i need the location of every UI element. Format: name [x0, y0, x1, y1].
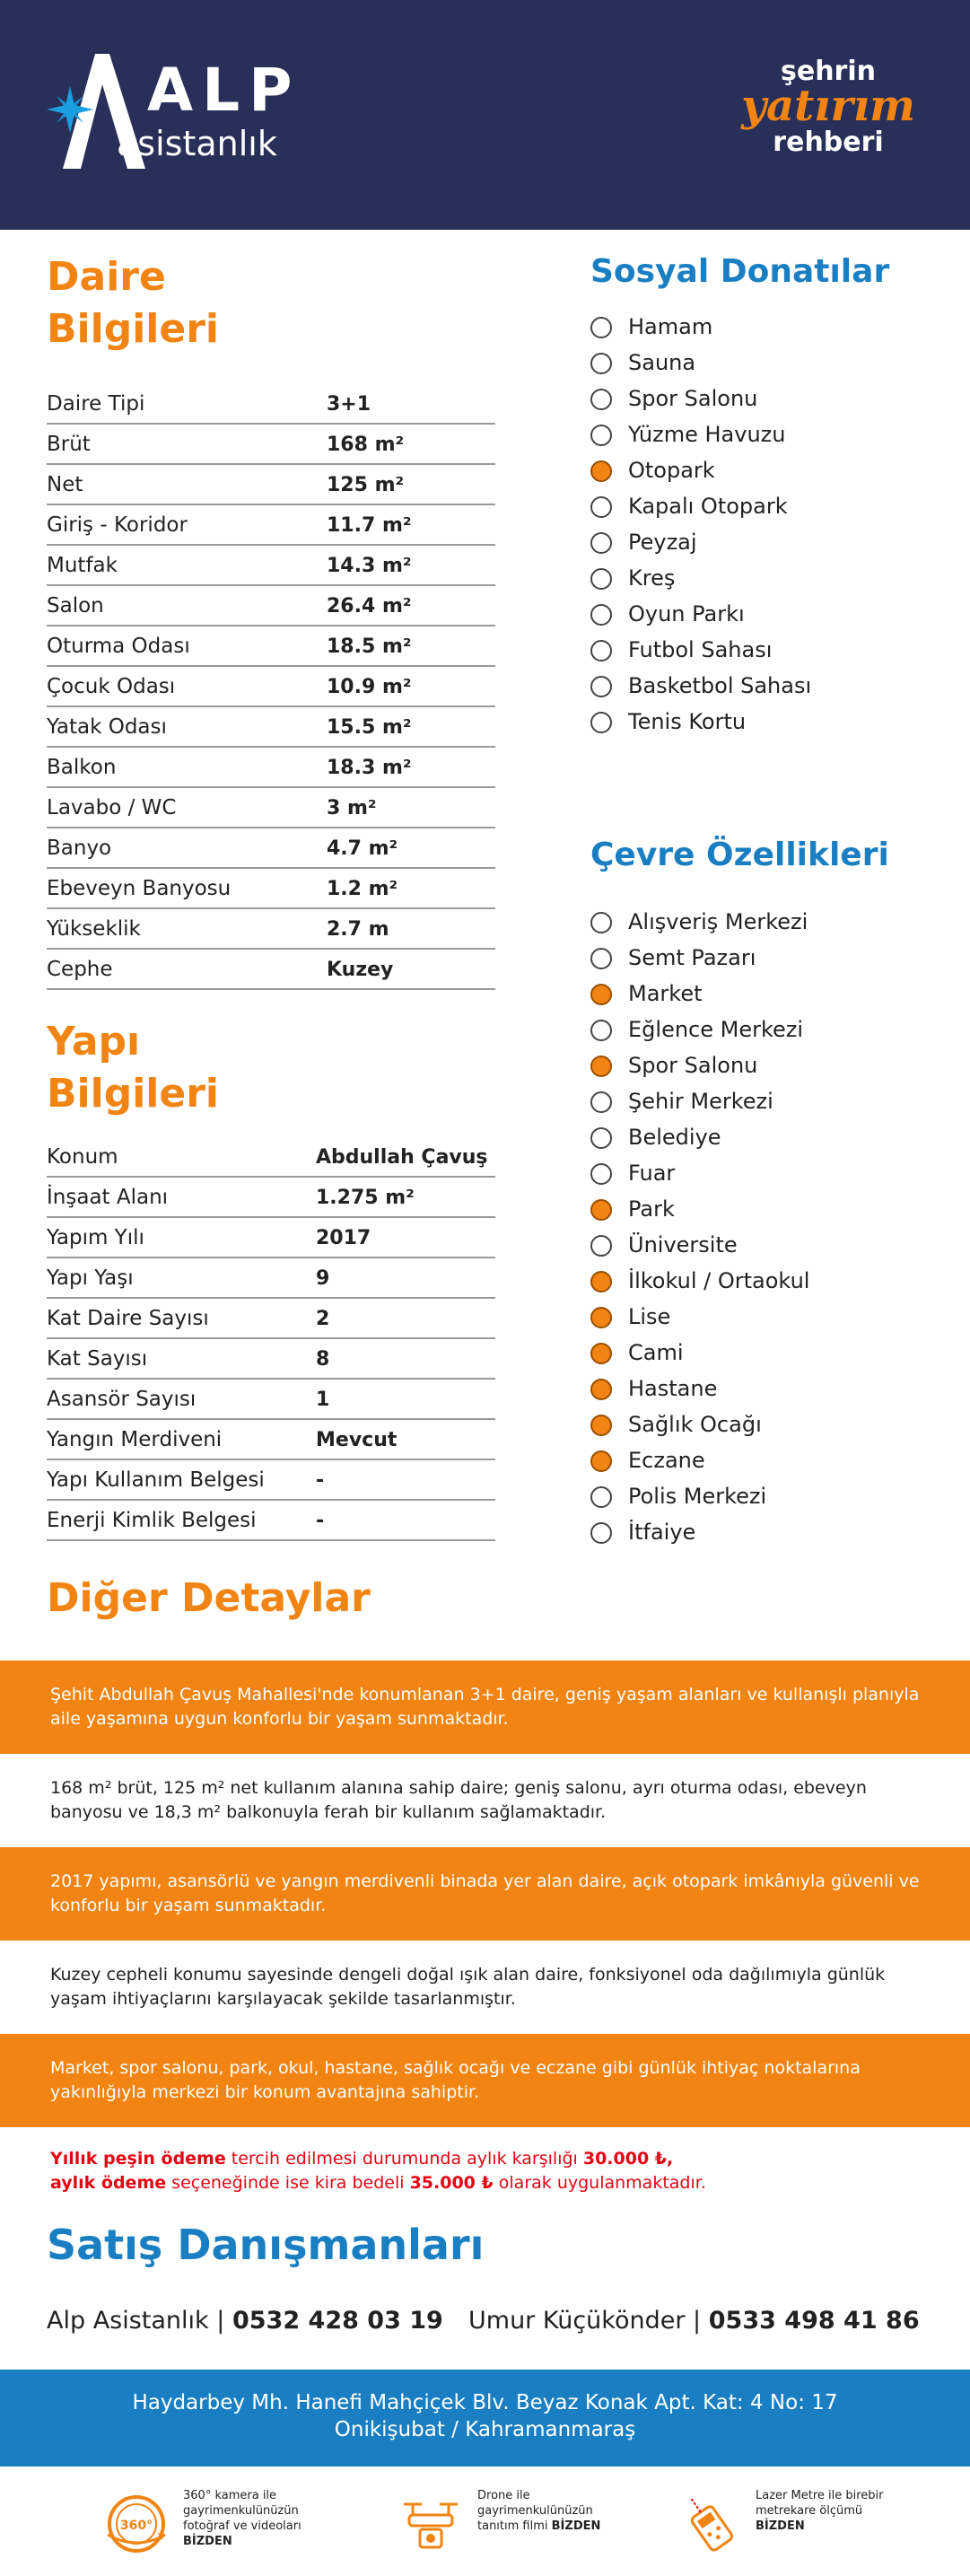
daire-spec-label: Yatak Odası	[47, 715, 167, 739]
yapi-spec-value: 8	[316, 1348, 330, 1371]
consultant-1	[47, 2307, 443, 2335]
daire-spec-label: Oturma Odası	[47, 635, 190, 658]
consultant-1-phone[interactable]: 0532 428 03 19	[232, 2307, 443, 2335]
cevre-label: Cami	[628, 1340, 684, 1365]
separator: |	[693, 2307, 702, 2335]
cevre-item	[590, 941, 949, 977]
empty-circle-icon	[590, 1522, 612, 1544]
cevre-label: Belediye	[628, 1125, 721, 1150]
empty-circle-icon	[590, 1020, 612, 1041]
daire-spec-label: Daire Tipi	[47, 392, 145, 416]
detail-text-4: Kuzey cepheli konumu sayesinde dengeli doğal ışık alan daire, fonksiyonel oda dağılımıyla günlük yaşam ihtiyaçlarını karşılayacak şekilde tasarlanmıştır.	[50, 1965, 886, 2009]
cevre-label: Eczane	[628, 1448, 705, 1473]
sosyal-item	[590, 597, 949, 633]
cevre-list	[590, 905, 949, 1551]
yapi-spec-row	[47, 1460, 495, 1501]
daire-spec-row	[47, 586, 495, 626]
cevre-label: Market	[628, 981, 703, 1006]
yapi-spec-label: Yapı Kullanım Belgesi	[47, 1468, 265, 1492]
feature-drone-desc: Drone ile gayrimenkulünüzün tanıtım filmi	[477, 2489, 593, 2533]
daire-spec-label: Çocuk Odası	[47, 675, 176, 698]
cevre-item	[590, 1084, 949, 1120]
feature-360	[100, 2479, 352, 2569]
consultant-2-phone[interactable]: 0533 498 41 86	[708, 2307, 920, 2335]
cevre-title: Çevre Özellikleri	[590, 837, 889, 873]
note-text-3: olarak uygulanmaktadır.	[493, 2173, 706, 2193]
diger-title: Diğer Detaylar	[47, 1575, 371, 1621]
daire-spec-row	[47, 626, 495, 667]
yapi-spec-value: 2017	[316, 1227, 371, 1249]
cevre-item	[590, 1120, 949, 1156]
daire-spec-value: 1.2 m²	[327, 878, 398, 900]
yapi-spec-row	[47, 1299, 495, 1339]
consultant-1-name: Alp Asistanlık	[47, 2307, 209, 2335]
feature-laser-text	[756, 2488, 908, 2534]
sosyal-item	[590, 525, 949, 561]
sosyal-list	[590, 310, 949, 740]
cevre-label: Sağlık Ocağı	[628, 1412, 762, 1437]
cevre-item	[590, 1228, 949, 1264]
cevre-item	[590, 1479, 949, 1515]
feature-laser-bold: BİZDEN	[756, 2519, 805, 2533]
filled-circle-icon	[590, 1415, 612, 1436]
feature-360-desc: 360° kamera ile gayrimenkulünüzün fotoğraf ve videoları	[183, 2489, 301, 2533]
yapi-spec-label: Asansör Sayısı	[47, 1388, 197, 1411]
sosyal-item	[590, 453, 949, 489]
sosyal-item	[590, 489, 949, 525]
detail-paragraph	[0, 1941, 970, 2034]
daire-spec-value: 14.3 m²	[327, 555, 412, 577]
yapi-title-line-2: Bilgileri	[47, 1071, 219, 1117]
yapi-spec-label: Yapım Yılı	[47, 1226, 144, 1249]
cevre-label: Hastane	[628, 1376, 718, 1401]
daire-spec-value: 10.9 m²	[327, 676, 412, 698]
cevre-label: Üniversite	[628, 1232, 738, 1257]
detail-paragraph	[0, 1847, 970, 1941]
daire-spec-row	[47, 546, 495, 586]
note-bold-3: aylık ödeme	[50, 2173, 167, 2193]
feature-laser	[673, 2479, 924, 2569]
cevre-item	[590, 1012, 949, 1048]
yapi-spec-value: 9	[316, 1267, 330, 1290]
detail-paragraph	[0, 2034, 970, 2127]
consultant-2-name: Umur Küçükönder	[468, 2307, 686, 2335]
daire-spec-value: 18.5 m²	[327, 635, 412, 658]
daire-spec-row	[47, 465, 495, 505]
address-bar	[0, 2370, 970, 2466]
daire-spec-value: 125 m²	[327, 474, 405, 496]
detail-text-5: Market, spor salonu, park, okul, hastane, sağlık ocağı ve eczane gibi günlük ihtiyaç noktalarına yakınlığıyla merkezi bir konum avantajına sahiptir.	[50, 2058, 861, 2102]
filled-circle-icon	[590, 1199, 612, 1221]
daire-spec-label: Salon	[47, 594, 104, 618]
detail-text-3: 2017 yapımı, asansörlü ve yangın merdivenli binada yer alan daire, açık otopark imkânıyla güvenli ve konforlu bir yaşam sunmaktadır.	[50, 1871, 920, 1915]
header	[0, 0, 970, 230]
sosyal-label: Basketbol Sahası	[628, 673, 812, 698]
filled-circle-icon	[590, 1307, 612, 1328]
note-bold-1: Yıllık peşin ödeme	[50, 2149, 226, 2169]
logo-name: ALP	[147, 56, 301, 125]
empty-circle-icon	[590, 317, 612, 338]
feature-drone-bold: BİZDEN	[551, 2519, 601, 2533]
empty-circle-icon	[590, 1235, 612, 1257]
sosyal-item	[590, 669, 949, 705]
yapi-spec-value: 2	[316, 1308, 330, 1330]
yapi-spec-label: Kat Daire Sayısı	[47, 1307, 209, 1330]
sosyal-item	[590, 346, 949, 381]
slogan	[730, 56, 927, 172]
cevre-item	[590, 977, 949, 1012]
slogan-line-2: yatırım	[741, 81, 915, 131]
feature-drone	[395, 2479, 646, 2569]
detail-paragraph	[0, 1754, 970, 1847]
cevre-label: Şehir Merkezi	[628, 1089, 773, 1114]
empty-circle-icon	[590, 1163, 612, 1185]
sosyal-label: Sauna	[628, 350, 696, 375]
yapi-spec-row	[47, 1258, 495, 1299]
yapi-spec-label: Yapı Yaşı	[47, 1266, 134, 1290]
yapi-spec-row	[47, 1137, 495, 1178]
daire-spec-value: 4.7 m²	[327, 837, 398, 860]
detail-text-1: Şehit Abdullah Çavuş Mahallesi'nde konumlanan 3+1 daire, geniş yaşam alanları ve kullanışlı planıyla aile yaşamına uygun konforlu bir yaşam sunmaktadır.	[50, 1685, 920, 1729]
sosyal-label: Oyun Parkı	[628, 601, 745, 626]
yapi-spec-label: Konum	[47, 1145, 118, 1169]
yapi-spec-value: 1.275 m²	[316, 1187, 415, 1209]
address-line-1: Haydarbey Mh. Hanefi Mahçiçek Blv. Beyaz Konak Apt. Kat: 4 No: 17	[132, 2391, 838, 2414]
daire-spec-label: Ebeveyn Banyosu	[47, 877, 232, 900]
yapi-spec-value: Abdullah Çavuş	[316, 1146, 488, 1169]
daire-spec-value: 3+1	[327, 393, 371, 416]
cevre-item	[590, 1156, 949, 1192]
filled-circle-icon	[590, 460, 612, 482]
empty-circle-icon	[590, 640, 612, 662]
yapi-spec-value: -	[316, 1510, 325, 1532]
cevre-label: Lise	[628, 1304, 671, 1329]
empty-circle-icon	[590, 568, 612, 590]
yapi-title	[47, 1016, 219, 1120]
cevre-item	[590, 1264, 949, 1300]
daire-spec-row	[47, 505, 495, 546]
sosyal-item	[590, 705, 949, 740]
empty-circle-icon	[590, 389, 612, 410]
daire-spec-value: 26.4 m²	[327, 595, 412, 618]
empty-circle-icon	[590, 1127, 612, 1149]
sosyal-label: Hamam	[628, 314, 713, 339]
note-bold-2: 30.000 ₺,	[582, 2149, 674, 2169]
daire-spec-row	[47, 828, 495, 869]
cevre-label: Alışveriş Merkezi	[628, 909, 808, 934]
daire-spec-value: 15.5 m²	[327, 716, 412, 739]
sosyal-label: Yüzme Havuzu	[628, 422, 786, 447]
daire-spec-label: Mutfak	[47, 554, 118, 577]
cevre-item	[590, 1192, 949, 1228]
yapi-spec-row	[47, 1218, 495, 1258]
slogan-line-3: rehberi	[773, 127, 884, 158]
empty-circle-icon	[590, 712, 612, 733]
logo-subtitle: asistanlık	[117, 124, 277, 163]
sosyal-item	[590, 561, 949, 597]
sosyal-title: Sosyal Donatılar	[590, 253, 890, 290]
yapi-spec-row	[47, 1420, 495, 1460]
yapi-spec-label: Kat Sayısı	[47, 1347, 148, 1371]
filled-circle-icon	[590, 1271, 612, 1292]
yapi-spec-label: Yangın Merdiveni	[47, 1428, 223, 1451]
drone-icon	[395, 2488, 467, 2560]
empty-circle-icon	[590, 948, 612, 969]
cevre-item	[590, 905, 949, 941]
satis-title: Satış Danışmanları	[47, 2221, 485, 2269]
daire-spec-value: 3 m²	[327, 797, 377, 819]
cevre-label: Fuar	[628, 1161, 676, 1186]
yapi-spec-label: İnşaat Alanı	[47, 1186, 169, 1209]
filled-circle-icon	[590, 1056, 612, 1077]
empty-circle-icon	[590, 1091, 612, 1113]
cevre-label: Park	[628, 1196, 675, 1222]
daire-spec-value: 2.7 m	[327, 918, 389, 941]
daire-spec-value: 18.3 m²	[327, 757, 412, 779]
separator: |	[216, 2307, 225, 2335]
cevre-item	[590, 1300, 949, 1336]
note-text-2: seçeneğinde ise kira bedeli	[166, 2173, 410, 2193]
daire-spec-row	[47, 667, 495, 707]
yapi-spec-value: -	[316, 1469, 325, 1492]
sosyal-label: Peyzaj	[628, 530, 697, 555]
cevre-item	[590, 1407, 949, 1443]
cevre-label: Eğlence Merkezi	[628, 1017, 804, 1042]
yapi-spec-table	[47, 1137, 495, 1541]
filled-circle-icon	[590, 1450, 612, 1472]
yapi-title-line-1: Yapı	[47, 1019, 141, 1065]
daire-title-line-2: Bilgileri	[47, 306, 219, 352]
daire-spec-label: Giriş - Koridor	[47, 513, 188, 537]
daire-spec-value: 11.7 m²	[327, 514, 412, 537]
cevre-item	[590, 1371, 949, 1407]
filled-circle-icon	[590, 984, 612, 1005]
daire-spec-row	[47, 950, 495, 990]
cevre-item	[590, 1048, 949, 1084]
empty-circle-icon	[590, 1486, 612, 1508]
daire-title-line-1: Daire	[47, 254, 166, 300]
daire-spec-row	[47, 707, 495, 748]
yapi-spec-label: Enerji Kimlik Belgesi	[47, 1509, 257, 1532]
feature-laser-desc: Lazer Metre ile birebir metrekare ölçümü	[756, 2489, 884, 2518]
sosyal-label: Futbol Sahası	[628, 637, 773, 662]
laser-meter-icon	[673, 2488, 745, 2560]
feature-360-bold: BİZDEN	[183, 2535, 232, 2548]
daire-spec-row	[47, 384, 495, 425]
cevre-item	[590, 1515, 949, 1551]
daire-spec-label: Lavabo / WC	[47, 796, 177, 819]
feature-360-text	[183, 2488, 336, 2549]
cevre-label: Spor Salonu	[628, 1053, 758, 1078]
empty-circle-icon	[590, 496, 612, 518]
daire-spec-row	[47, 788, 495, 828]
daire-spec-row	[47, 425, 495, 465]
slogan-line-1: şehrin	[781, 56, 876, 87]
feature-drone-text	[477, 2488, 630, 2534]
sosyal-label: Otopark	[628, 458, 715, 483]
daire-title	[47, 251, 219, 355]
daire-spec-row	[47, 909, 495, 950]
daire-spec-label: Yükseklik	[47, 917, 141, 941]
sosyal-item	[590, 417, 949, 453]
daire-spec-label: Net	[47, 473, 83, 496]
yapi-spec-row	[47, 1339, 495, 1380]
camera-360-icon	[100, 2488, 172, 2560]
payment-note	[50, 2147, 930, 2195]
cevre-label: İtfaiye	[628, 1520, 696, 1545]
cevre-item	[590, 1443, 949, 1479]
daire-spec-label: Cephe	[47, 958, 113, 981]
yapi-spec-value: Mevcut	[316, 1429, 398, 1451]
detail-text-2: 168 m² brüt, 125 m² net kullanım alanına sahip daire; geniş salonu, ayrı oturma odası, ebeveyn banyosu ve 18,3 m² balkonuyla ferah bir kullanım sağlamaktadır.	[50, 1778, 867, 1822]
cevre-label: Semt Pazarı	[628, 945, 756, 970]
empty-circle-icon	[590, 676, 612, 697]
daire-spec-value: Kuzey	[327, 959, 394, 981]
cevre-label: İlkokul / Ortaokul	[628, 1268, 810, 1293]
yapi-spec-row	[47, 1178, 495, 1218]
cevre-item	[590, 1336, 949, 1371]
sosyal-item	[590, 381, 949, 417]
note-bold-4: 35.000 ₺	[409, 2173, 494, 2193]
yapi-spec-value: 1	[316, 1389, 330, 1411]
empty-circle-icon	[590, 425, 612, 446]
sosyal-label: Spor Salonu	[628, 386, 758, 411]
sosyal-item	[590, 633, 949, 669]
empty-circle-icon	[590, 353, 612, 374]
cevre-label: Polis Merkezi	[628, 1484, 767, 1509]
consultant-2	[468, 2307, 920, 2335]
daire-spec-label: Balkon	[47, 756, 117, 779]
note-text-1: tercih edilmesi durumunda aylık karşılığı	[225, 2149, 583, 2169]
daire-spec-table	[47, 384, 495, 990]
detail-paragraph	[0, 1660, 970, 1754]
badge-360: 360°	[119, 2519, 153, 2533]
daire-spec-label: Banyo	[47, 837, 112, 860]
yapi-spec-row	[47, 1380, 495, 1420]
sosyal-label: Kapalı Otopark	[628, 494, 788, 519]
yapi-spec-row	[47, 1501, 495, 1541]
empty-circle-icon	[590, 604, 612, 626]
filled-circle-icon	[590, 1379, 612, 1400]
sosyal-label: Tenis Kortu	[628, 709, 747, 734]
company-logo[interactable]	[47, 54, 334, 180]
filled-circle-icon	[590, 1343, 612, 1364]
sosyal-label: Kreş	[628, 565, 676, 591]
address-line-2: Onikişubat / Kahramanmaraş	[334, 2418, 636, 2441]
daire-spec-value: 168 m²	[327, 434, 405, 456]
empty-circle-icon	[590, 912, 612, 933]
daire-spec-row	[47, 869, 495, 909]
empty-circle-icon	[590, 532, 612, 554]
daire-spec-row	[47, 748, 495, 788]
daire-spec-label: Brüt	[47, 433, 91, 456]
sosyal-item	[590, 310, 949, 346]
